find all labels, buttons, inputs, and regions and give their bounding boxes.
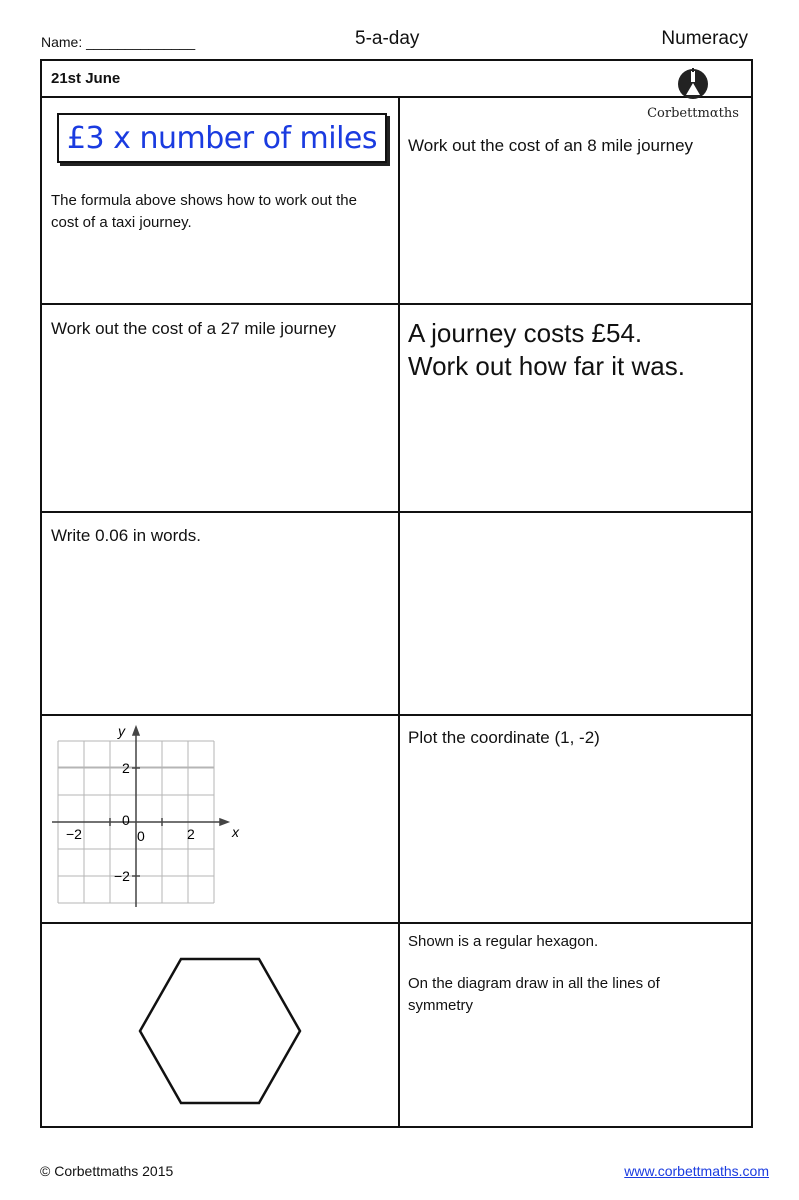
- question-grid: [40, 59, 753, 1128]
- q3-text: Work out the cost of a 27 mile journey: [51, 319, 337, 338]
- worksheet-subject: Numeracy: [661, 28, 748, 49]
- logo-text: Corbettmαths: [647, 106, 739, 121]
- row-divider-4: [42, 922, 751, 924]
- hexagon-outline: [140, 959, 300, 1103]
- row-divider-2: [42, 511, 751, 513]
- date-label: 21st June: [51, 70, 121, 87]
- worksheet-title: 5-a-day: [355, 28, 420, 49]
- q10-line1: Shown is a regular hexagon.: [408, 933, 599, 950]
- x-tick-zero: 0: [137, 828, 145, 844]
- x-tick-neg: −2: [66, 826, 82, 842]
- y-tick-pos: 2: [122, 760, 130, 776]
- y-tick-zero: 0: [122, 812, 130, 828]
- formula-text: £3 x number of miles: [66, 120, 378, 156]
- q10-text: [408, 931, 728, 1016]
- q10-line2: On the diagram draw in all the lines of symmetry: [408, 974, 660, 1014]
- formula-box: [57, 113, 387, 163]
- copyright-text: © Corbettmaths 2015: [40, 1163, 174, 1179]
- q2-text: Work out the cost of an 8 mile journey: [408, 136, 694, 155]
- q5-text: Write 0.06 in words.: [51, 526, 201, 545]
- website-link[interactable]: www.corbettmaths.com: [624, 1163, 769, 1179]
- row-divider-3: [42, 714, 751, 716]
- corbettmaths-logo-icon: [676, 67, 710, 101]
- row-divider-1: [42, 303, 751, 305]
- x-axis-arrow: [220, 819, 228, 825]
- q1-text: The formula above shows how to work out the cost of a taxi journey.: [51, 192, 357, 231]
- q8-text: Plot the coordinate (1, -2): [408, 728, 600, 747]
- y-axis-arrow: [133, 727, 139, 735]
- q4-line1: A journey costs £54.: [408, 318, 643, 348]
- q4-line2: Work out how far it was.: [408, 350, 685, 381]
- name-field-label: Name: ______________: [41, 34, 196, 50]
- x-tick-pos: 2: [187, 826, 195, 842]
- column-divider: [398, 96, 400, 1128]
- q4-text: [408, 317, 748, 382]
- x-axis-label: x: [232, 824, 239, 840]
- y-axis-label: y: [118, 723, 125, 739]
- y-tick-neg: −2: [114, 868, 130, 884]
- corbettmaths-logo: [641, 67, 745, 121]
- regular-hexagon: [132, 953, 312, 1113]
- coordinate-grid: [50, 721, 250, 911]
